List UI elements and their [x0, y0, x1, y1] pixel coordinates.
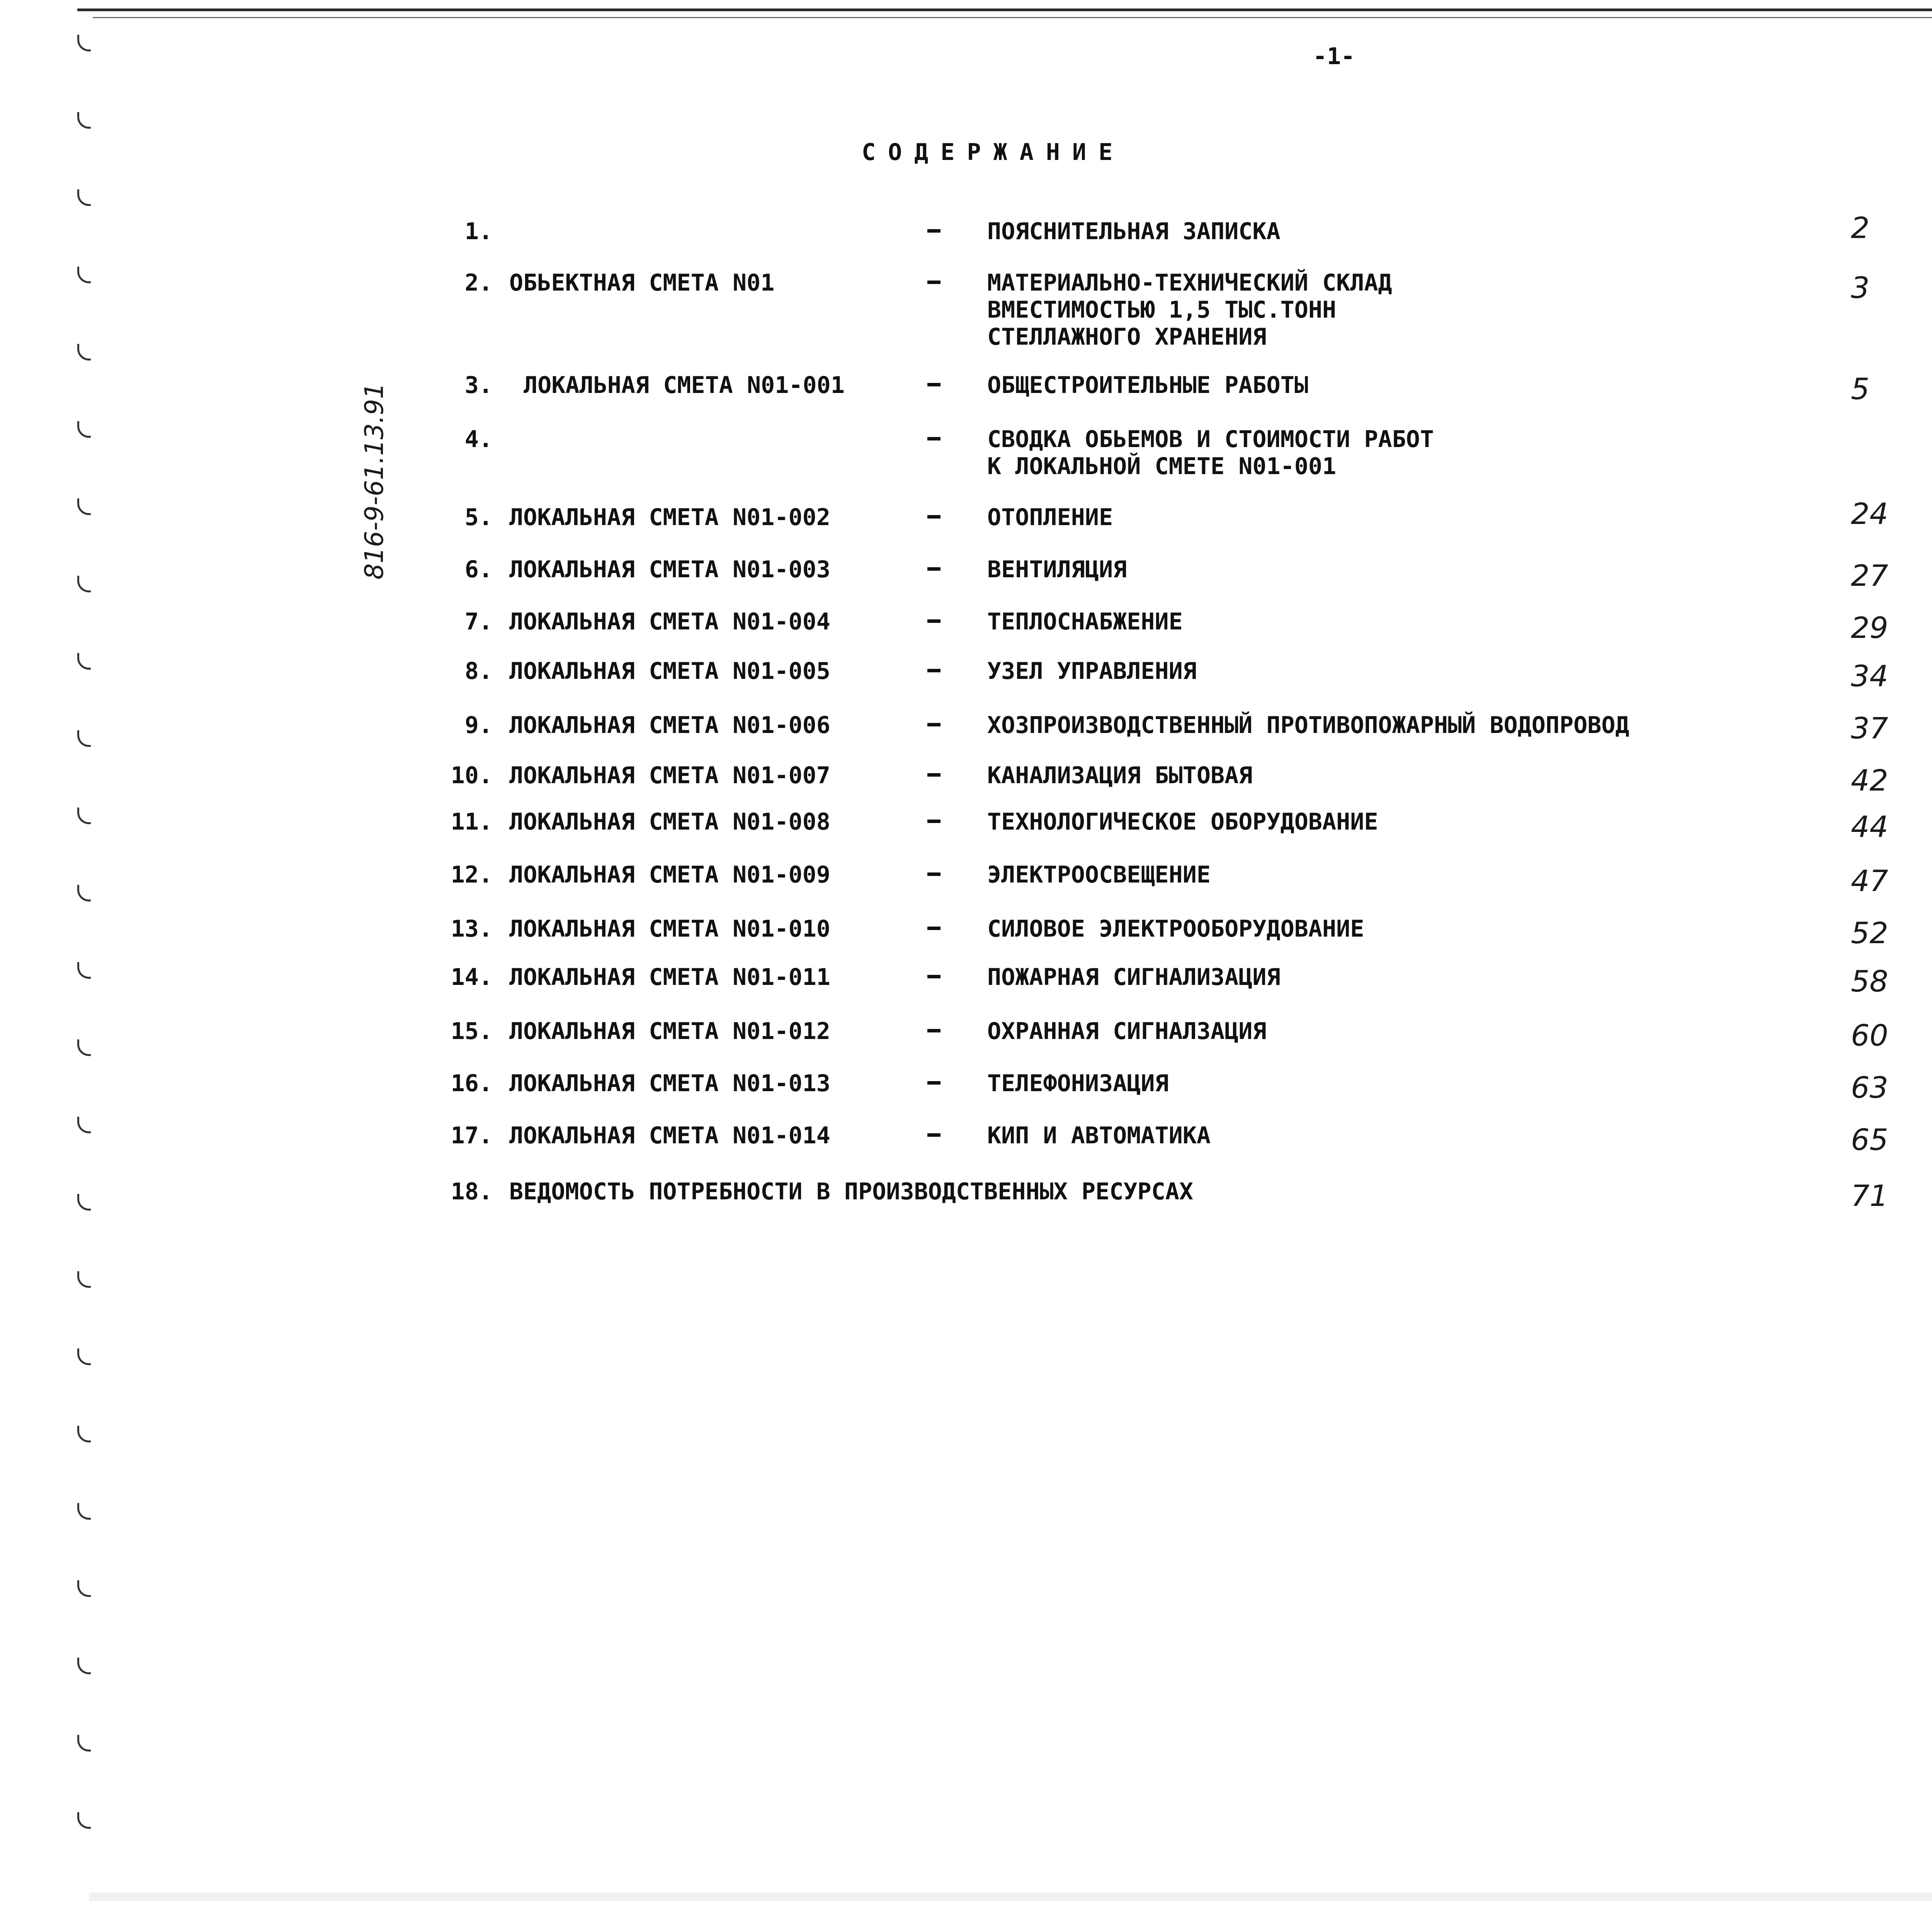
- handwritten-page-number: 27: [1851, 558, 1888, 593]
- perforation-mark: [77, 1658, 91, 1674]
- entry-separator-dash: [927, 723, 940, 726]
- entry-document: ЛОКАЛЬНАЯ СМЕТА N01-010: [509, 915, 830, 942]
- perforation-mark: [77, 267, 91, 283]
- entry-number: 12.: [451, 861, 493, 888]
- entry-title-line: СВОДКА ОБЬЕМОВ И СТОИМОСТИ РАБОТ: [987, 426, 1434, 453]
- entry-title-line: ТЕЛЕФОНИЗАЦИЯ: [987, 1070, 1169, 1097]
- perforation-mark: [77, 808, 91, 824]
- handwritten-page-number: 3: [1851, 270, 1870, 305]
- entry-separator-dash: [927, 281, 940, 284]
- entry-separator-dash: [927, 515, 940, 519]
- handwritten-page-number: 60: [1851, 1018, 1888, 1053]
- entry-number: 3.: [464, 372, 493, 399]
- entry-number: 14.: [451, 964, 493, 991]
- entry-number: 15.: [451, 1018, 493, 1045]
- entry-title-line: ВМЕСТИМОСТЬЮ 1,5 ТЫС.ТОНН: [987, 296, 1337, 323]
- entry-document: ЛОКАЛЬНАЯ СМЕТА N01-003: [509, 556, 830, 583]
- handwritten-page-number: 63: [1851, 1070, 1888, 1105]
- entry-title-line: К ЛОКАЛЬНОЙ СМЕТЕ N01-001: [987, 453, 1337, 480]
- entry-title-line: ХОЗПРОИЗВОДСТВЕННЫЙ ПРОТИВОПОЖАРНЫЙ ВОДОПРОВОД: [987, 712, 1629, 739]
- entry-number: 8.: [464, 658, 493, 685]
- entry-title-line: ПОЯСНИТЕЛЬНАЯ ЗАПИСКА: [987, 218, 1281, 245]
- entry-document: ЛОКАЛЬНАЯ СМЕТА N01-008: [509, 808, 830, 835]
- entry-separator-dash: [927, 820, 940, 823]
- entry-title-line: ПОЖАРНАЯ СИГНАЛИЗАЦИЯ: [987, 964, 1281, 991]
- handwritten-page-number: 37: [1851, 711, 1888, 745]
- handwritten-page-number: 29: [1851, 610, 1888, 645]
- entry-number: 5.: [464, 504, 493, 531]
- handwritten-page-number: 42: [1851, 763, 1888, 798]
- handwritten-page-number: 52: [1851, 916, 1888, 950]
- handwritten-page-number: 2: [1851, 211, 1870, 245]
- page-number: -1-: [1313, 43, 1355, 70]
- entry-title-line: КИП И АВТОМАТИКА: [987, 1122, 1211, 1149]
- perforation-mark: [77, 1735, 91, 1752]
- handwritten-page-number: 5: [1851, 372, 1870, 406]
- entry-title-line: ОБЩЕСТРОИТЕЛЬНЫЕ РАБОТЫ: [987, 372, 1308, 399]
- entry-title-line: ЭЛЕКТРООСВЕЩЕНИЕ: [987, 861, 1211, 888]
- entry-title-line: УЗЕЛ УПРАВЛЕНИЯ: [987, 658, 1197, 685]
- perforation-mark: [77, 885, 91, 901]
- entry-separator-dash: [927, 383, 940, 386]
- perforation-mark: [77, 653, 91, 670]
- perforation-mark: [77, 189, 91, 206]
- paper-top-edge-line: [93, 17, 1932, 18]
- entry-document: ЛОКАЛЬНАЯ СМЕТА N01-006: [509, 712, 830, 739]
- entry-separator-dash: [927, 1029, 940, 1032]
- perforation-mark: [77, 1503, 91, 1520]
- entry-number: 2.: [464, 269, 493, 296]
- entry-number: 7.: [464, 608, 493, 635]
- perforation-mark: [77, 1194, 91, 1211]
- handwritten-page-number: 24: [1851, 497, 1888, 531]
- handwritten-side-code: 816-9-61.13.91: [359, 383, 389, 580]
- entry-separator-dash: [927, 872, 940, 876]
- handwritten-page-number: 65: [1851, 1122, 1888, 1157]
- entry-separator-dash: [927, 975, 940, 978]
- perforation-mark: [77, 1271, 91, 1288]
- entry-separator-dash: [927, 927, 940, 930]
- entry-number: 11.: [451, 808, 493, 835]
- handwritten-page-number: 34: [1851, 659, 1888, 693]
- handwritten-page-number: 71: [1851, 1178, 1888, 1213]
- entry-document: ЛОКАЛЬНАЯ СМЕТА N01-007: [509, 762, 830, 789]
- entry-document: ОБЬЕКТНАЯ СМЕТА N01: [509, 269, 775, 296]
- entry-number: 18.: [451, 1178, 493, 1205]
- perforation-mark: [77, 1117, 91, 1133]
- entry-document: ЛОКАЛЬНАЯ СМЕТА N01-005: [509, 658, 830, 685]
- entry-document: ЛОКАЛЬНАЯ СМЕТА N01-001: [524, 372, 845, 399]
- handwritten-page-number: 44: [1851, 809, 1888, 844]
- entry-document: ЛОКАЛЬНАЯ СМЕТА N01-002: [509, 504, 830, 531]
- document-title: СОДЕРЖАНИЕ: [862, 139, 1125, 166]
- entry-title-line: СИЛОВОЕ ЭЛЕКТРООБОРУДОВАНИЕ: [987, 915, 1364, 942]
- entry-number: 1.: [464, 218, 493, 245]
- entry-number: 9.: [464, 712, 493, 739]
- entry-separator-dash: [927, 619, 940, 623]
- entry-document: ЛОКАЛЬНАЯ СМЕТА N01-011: [509, 964, 830, 991]
- entry-title-line: ВЕНТИЛЯЦИЯ: [987, 556, 1127, 583]
- entry-separator-dash: [927, 773, 940, 777]
- entry-document: ЛОКАЛЬНАЯ СМЕТА N01-013: [509, 1070, 830, 1097]
- entry-document: ЛОКАЛЬНАЯ СМЕТА N01-009: [509, 861, 830, 888]
- handwritten-page-number: 58: [1851, 964, 1888, 998]
- perforation-mark: [77, 35, 91, 51]
- entry-document: ЛОКАЛЬНАЯ СМЕТА N01-004: [509, 608, 830, 635]
- perforation-mark: [77, 112, 91, 129]
- perforation-mark: [77, 1426, 91, 1442]
- perforation-mark: [77, 962, 91, 979]
- entry-separator-dash: [927, 437, 940, 440]
- perforation-mark: [77, 421, 91, 438]
- entry-separator-dash: [927, 1133, 940, 1137]
- entry-document: ЛОКАЛЬНАЯ СМЕТА N01-012: [509, 1018, 830, 1045]
- entry-number: 13.: [451, 915, 493, 942]
- entry-title-line: СТЕЛЛАЖНОГО ХРАНЕНИЯ: [987, 323, 1267, 350]
- entry-title-line: МАТЕРИАЛЬНО-ТЕХНИЧЕСКИЙ СКЛАД: [987, 269, 1392, 296]
- entry-separator-dash: [927, 1081, 940, 1085]
- entry-title-line: ТЕПЛОСНАБЖЕНИЕ: [987, 608, 1183, 635]
- perforation-mark: [77, 1039, 91, 1056]
- perforation-mark: [77, 1580, 91, 1597]
- entry-number: 16.: [451, 1070, 493, 1097]
- entry-separator-dash: [927, 229, 940, 233]
- entry-document: ЛОКАЛЬНАЯ СМЕТА N01-014: [509, 1122, 830, 1149]
- perforation-mark: [77, 344, 91, 361]
- perforation-mark: [77, 576, 91, 592]
- entry-number: 10.: [451, 762, 493, 789]
- handwritten-page-number: 47: [1851, 864, 1888, 898]
- entry-separator-dash: [927, 567, 940, 571]
- entry-title-line: ТЕХНОЛОГИЧЕСКОЕ ОБОРУДОВАНИЕ: [987, 808, 1378, 835]
- entry-title-line: ОТОПЛЕНИЕ: [987, 504, 1113, 531]
- entry-document: ВЕДОМОСТЬ ПОТРЕБНОСТИ В ПРОИЗВОДСТВЕННЫХ РЕСУРСАХ: [509, 1178, 1194, 1205]
- perforation-mark: [77, 1812, 91, 1829]
- entry-separator-dash: [927, 669, 940, 672]
- entry-number: 6.: [464, 556, 493, 583]
- entry-title-line: ОХРАННАЯ СИГНАЛЗАЦИЯ: [987, 1018, 1267, 1045]
- perforation-mark: [77, 498, 91, 515]
- perforation-mark: [77, 1349, 91, 1365]
- paper-bottom-edge: [89, 1893, 1932, 1901]
- entry-number: 4.: [464, 426, 493, 453]
- perforation-mark: [77, 730, 91, 747]
- paper-top-edge: [77, 9, 1932, 11]
- entry-title-line: КАНАЛИЗАЦИЯ БЫТОВАЯ: [987, 762, 1253, 789]
- entry-number: 17.: [451, 1122, 493, 1149]
